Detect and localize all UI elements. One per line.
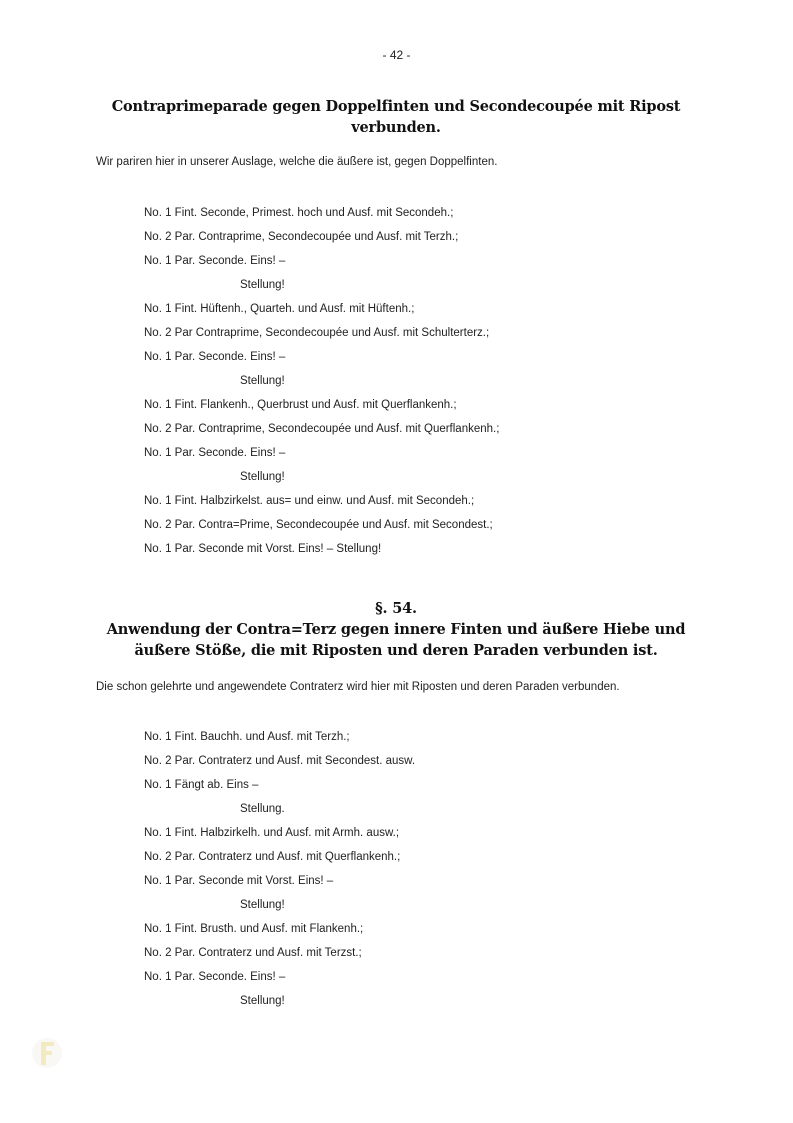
drill-line: No. 1 Fint. Seconde, Primest. hoch und Ausf. mit Secondeh.; [144,207,454,219]
drill-line: No. 1 Fint. Flankenh., Querbrust und Ausf. mit Querflankenh.; [144,399,457,411]
section-title: Anwendung der Contra=Terz gegen innere Finten und äußere Hiebe und äußere Stöße, die mit Riposten und deren Paraden verbunden ist. [106,621,686,659]
drill-line: No. 1 Par. Seconde. Eins! – [144,447,286,459]
page-number: - 42 - [382,48,411,62]
drill-list [144,725,415,1013]
drill-line: No. 1 Par. Seconde mit Vorst. Eins! – [144,875,334,887]
section-heading: Contraprimeparade gegen Doppelfinten und Secondecoupée mit Ripost verbunden. [111,98,681,136]
publisher-logo-icon [30,1035,64,1071]
command-line: Stellung! [240,279,285,291]
drill-line: No. 1 Fängt ab. Eins – [144,779,259,791]
drill-line: No. 1 Par. Seconde. Eins! – [144,351,286,363]
drill-line: No. 2 Par. Contraprime, Secondecoupée und Ausf. mit Querflankenh.; [144,423,500,435]
section-heading [96,598,696,661]
drill-line: No. 1 Fint. Halbzirkelst. aus= und einw. und Ausf. mit Secondeh.; [144,495,475,507]
drill-line: No. 1 Fint. Hüftenh., Quarteh. und Ausf. mit Hüftenh.; [144,303,415,315]
drill-line: No. 1 Fint. Halbzirkelh. und Ausf. mit Armh. ausw.; [144,827,400,839]
drill-line: No. 2 Par. Contraprime, Secondecoupée und Ausf. mit Terzh.; [144,231,459,243]
command-line: Stellung! [240,995,285,1007]
drill-line: No. 2 Par. Contraterz und Ausf. mit Secondest. ausw. [144,755,416,767]
command-line: Stellung! [240,375,285,387]
drill-line: No. 1 Par. Seconde. Eins! – [144,255,286,267]
paragraph-number: §. 54. [375,600,417,617]
command-line: Stellung! [240,899,285,911]
drill-line: No. 1 Par. Seconde mit Vorst. Eins! – Stellung! [144,543,382,555]
drill-line: No. 2 Par Contraprime, Secondecoupée und Ausf. mit Schulterterz.; [144,327,490,339]
drill-line: No. 2 Par. Contraterz und Ausf. mit Querflankenh.; [144,851,401,863]
drill-line: No. 1 Fint. Bauchh. und Ausf. mit Terzh.; [144,731,350,743]
drill-line: No. 2 Par. Contraterz und Ausf. mit Terzst.; [144,947,362,959]
command-line: Stellung. [240,803,285,815]
section-intro: Die schon gelehrte und angewendete Contraterz wird hier mit Riposten und deren Paraden verbunden. [96,681,620,693]
command-line: Stellung! [240,471,285,483]
section-intro: Wir pariren hier in unserer Auslage, welche die äußere ist, gegen Doppelfinten. [96,156,498,168]
drill-list [144,201,499,561]
drill-line: No. 1 Fint. Brusth. und Ausf. mit Flankenh.; [144,923,364,935]
drill-line: No. 2 Par. Contra=Prime, Secondecoupée und Ausf. mit Secondest.; [144,519,493,531]
drill-line: No. 1 Par. Seconde. Eins! – [144,971,286,983]
